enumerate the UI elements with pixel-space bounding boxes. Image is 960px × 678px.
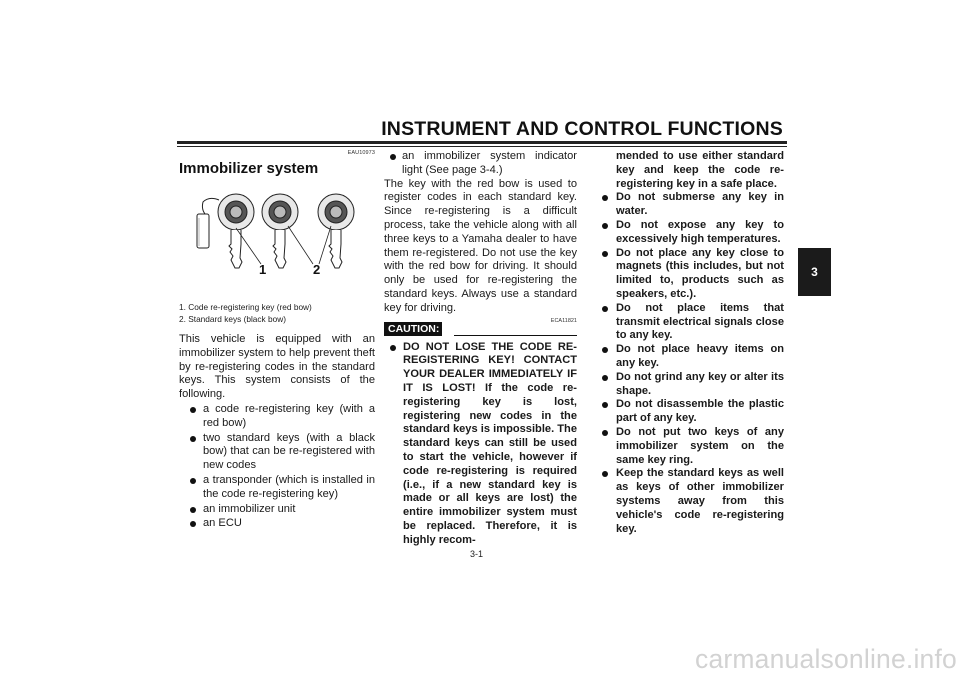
list-item: an ECU [184, 517, 375, 531]
column-3 [600, 150, 784, 536]
code-re-registering-key [218, 194, 254, 268]
page-number: 3-1 [470, 549, 484, 559]
keys-figure [179, 188, 375, 293]
watermark: carmanualsonline.info [695, 644, 957, 674]
caution-rule [454, 335, 577, 336]
bullet-icon [390, 345, 396, 351]
caution-code: ECA11821 [550, 317, 577, 324]
list-item: an immobilizer system indicator light (See page 3-4.) [384, 150, 577, 178]
bullet-icon [190, 436, 196, 442]
caption-line: 2. Standard keys (black bow) [179, 314, 286, 324]
caution-continuation: mended to use either standard key and keep the code re-registering key in a safe place. [616, 150, 784, 190]
figure-caption [179, 301, 375, 325]
list-item: an immobilizer unit [184, 503, 375, 517]
list-item: two standard keys (with a black bow) that can be re-registered with new codes [184, 432, 375, 473]
components-list [184, 403, 375, 531]
components-list-continued [384, 150, 577, 178]
caution-list [384, 341, 577, 548]
list-item: a transponder (which is installed in the code re-registering key) [184, 474, 375, 502]
section-code: EAU10973 [347, 150, 375, 156]
caution-header [384, 317, 577, 336]
caution-label: CAUTION: [384, 322, 442, 336]
caution-item: Do not disassemble the plastic part of any key. [600, 398, 784, 426]
caution-item: Keep the standard keys as well as keys of other immobilizer systems away from this vehicle's code re-registering key. [600, 467, 784, 536]
bullet-icon [602, 402, 608, 408]
caution-item: Do not expose any key to excessively high temperatures. [600, 219, 784, 247]
bullet-icon [602, 471, 608, 477]
standard-key-2 [318, 194, 354, 268]
bullet-icon [602, 195, 608, 201]
bullet-icon [602, 251, 608, 257]
red-key-paragraph: The key with the red bow is used to register codes in each standard key. Since re-registering is a difficult process, take the vehicle along with all three keys to a Yamaha dealer to have them re-registered. Do not use the key with the red bow for driving. It should only be used for re-registering the standard keys. Always use a standard key for driving. [384, 177, 577, 314]
bullet-icon [390, 154, 396, 160]
caution-item: Do not grind any key or alter its shape. [600, 371, 784, 399]
intro-paragraph: This vehicle is equipped with an immobilizer system to help prevent theft by re-registering codes in the standard keys. This system consists of the following. [179, 333, 375, 401]
caution-list-continued [600, 191, 784, 536]
bullet-icon [602, 430, 608, 436]
bullet-icon [190, 507, 196, 513]
bullet-icon [602, 375, 608, 381]
header-rule-thin [177, 146, 787, 147]
column-1 [179, 150, 375, 531]
column-2 [384, 150, 577, 548]
caution-item: Do not place heavy items on any key. [600, 343, 784, 371]
list-item: a code re-registering key (with a red bow) [184, 403, 375, 431]
bullet-icon [602, 223, 608, 229]
caution-item: Do not submerse any key in water. [600, 191, 784, 219]
section-title: Immobilizer system [179, 160, 319, 177]
bullet-icon [190, 407, 196, 413]
keys-illustration [179, 188, 375, 293]
caution-item: Do not put two keys of any immobilizer system on the same key ring. [600, 426, 784, 467]
caution-item: Do not place items that transmit electrical signals close to any key. [600, 302, 784, 343]
figure-number-1: 1 [259, 262, 267, 277]
header-rule [177, 141, 787, 144]
bullet-icon [190, 478, 196, 484]
standard-key-1 [262, 194, 298, 268]
bullet-icon [602, 347, 608, 353]
bullet-icon [602, 306, 608, 312]
chapter-tab: 3 [798, 248, 831, 296]
bullet-icon [190, 521, 196, 527]
page-header-title: INSTRUMENT AND CONTROL FUNCTIONS [381, 118, 783, 140]
caption-line: 1. Code re-registering key (red bow) [179, 302, 312, 312]
caution-item: Do not place any key close to magnets (this includes, but not limited to, products such as speakers, etc.). [600, 247, 784, 302]
figure-number-2: 2 [313, 262, 321, 277]
caution-item: DO NOT LOSE THE CODE RE-REGISTERING KEY! CONTACT YOUR DEALER IMMEDIATELY IF IT IS LOST! If the code re-registering key is lost, registering new codes in the standard keys is impossible. The standard keys can still be used to start the vehicle, however if code re-registering is required (i.e., if a new standard key is made or all keys are lost) the entire immobilizer system must be replaced. Therefore, it is highly recom- [384, 341, 577, 548]
